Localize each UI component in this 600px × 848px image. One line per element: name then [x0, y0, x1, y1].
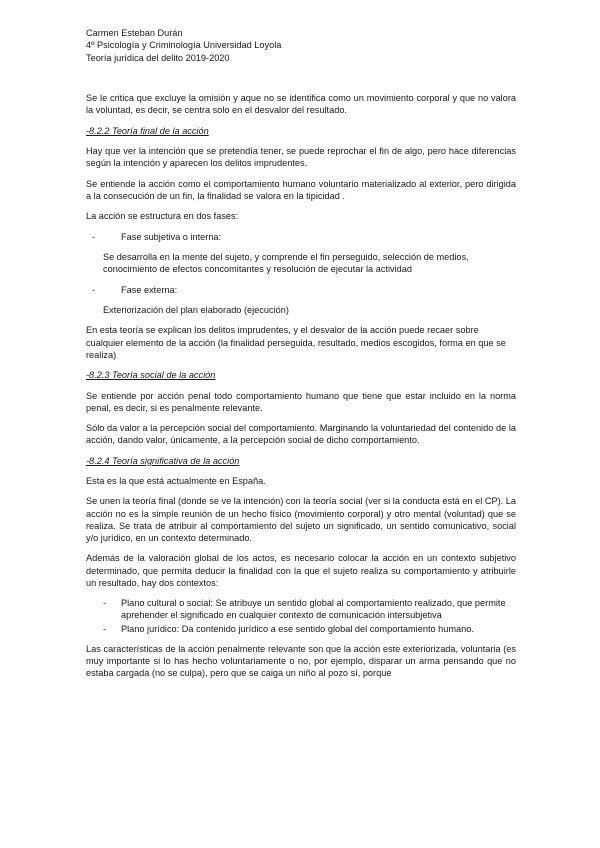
- paragraph: La acción se estructura en dos fases:: [86, 211, 239, 222]
- paragraph: Además de la valoración global de los actos, es necesario colocar la acción en un contexto subjetivo determinado, que permita deducir la finalidad con la que el sujeto realiza su comportamiento y atribuirle un resultado, hay dos contextos:: [86, 553, 516, 588]
- section-heading-8-2-2: -8.2.2 Teoría final de la acción: [86, 125, 209, 136]
- list-item-context-cultural: [86, 597, 516, 621]
- author-name: Carmen Esteban Durán: [86, 28, 183, 38]
- phase-1-text: Se desarrolla en la mente del sujeto, y comprende el fin perseguido, selección de medios, conocimiento de efectos concomitantes y resolución de ejecutar la actividad: [103, 251, 469, 275]
- list-item-context-juridico: [86, 623, 516, 635]
- paragraph: Sólo da valor a la percepción social del comportamiento. Marginando la voluntariedad del contenido de la acción, dando valor, únicamente, a la percepción social de dicho comportamiento.: [86, 423, 516, 446]
- section-heading-8-2-4: -8.2.4 Teoría significativa de la acción: [86, 455, 240, 466]
- paragraph: Se entiende la acción como el comportamiento humano voluntario materializado al exterior, pero dirigida a la consecución de un fin, la finalidad se valora en la tipicidad .: [86, 178, 516, 201]
- dash-bullet: -: [103, 598, 107, 609]
- paragraph: En esta teoría se explican los delitos imprudentes, y el desvalor de la acción puede recaer sobre cualquier elemento de la acción (la finalidad perseguida, resultado, medios escogidos, forma en que se realiza): [86, 325, 506, 360]
- course-name: 4º Psicología y Criminología Universidad Loyola: [86, 40, 282, 51]
- phase-1-title: Fase subjetiva o interna:: [121, 231, 222, 242]
- paragraph: Se entiende por acción penal todo comportamiento humano que tiene que estar incluido en la norma penal, es decir, si es penalmente relevante.: [86, 390, 516, 413]
- subject-name: Teoría jurídica del delito 2019-2020: [86, 52, 230, 63]
- paragraph: Las características de la acción penalmente relevante son que la acción este exteriorizada, voluntaria (es muy importante si lo has hecho voluntariamente o no, por ejemplo, disparar un arma pensando que no estaba cargada (no se culpa), pero que se caiga un niño al pozo sí, porque: [86, 644, 516, 679]
- context-juridico-text: Plano jurídico: Da contenido jurídico a ese sentido global del comportamiento humano.: [121, 623, 474, 634]
- document-body: [86, 92, 516, 688]
- context-list: [86, 597, 516, 635]
- paragraph: Hay que ver la intención que se pretendía tener, se puede reprochar el fin de algo, pero hace diferencias según la intención y aparecen los delitos imprudentes.: [86, 145, 516, 169]
- section-heading-8-2-3: -8.2.3 Teoría social de la acción: [86, 370, 216, 381]
- dash-bullet: -: [92, 284, 96, 295]
- dash-bullet: -: [92, 231, 96, 242]
- list-item-phase-2: [86, 284, 516, 296]
- paragraph: Esta es la que está actualmente en España.: [86, 476, 266, 487]
- phase-2-title: Fase externa:: [121, 284, 178, 295]
- phase-2-text: Exteriorización del plan elaborado (ejecución): [103, 304, 289, 315]
- list-item-phase-1: [86, 231, 516, 243]
- paragraph: Se le critica que excluye la omisión y aque no se identifica como un movimiento corporal y que no valora la voluntad, es decir, se centra solo en el desvalor del resultado.: [86, 93, 516, 116]
- context-cultural-text: Plano cultural o social: Se atribuye un sentido global al comportamiento realizado, que permite aprehender el significado en cualquier contexto de comunicación intersubjetiva: [121, 598, 506, 621]
- dash-bullet: -: [103, 623, 107, 634]
- paragraph: Se unen la teoría final (donde se ve la intención) con la teoría social (ver si la conducta está en el CP). La acción no es la simple reunión de un hecho físico (movimiento corporal) y otro mental (voluntad) que se realiza. Se trata de atribuir al comportamiento del sujeto un significado, un sentido comunicativo, social y/o jurídico, en un contexto determinado.: [86, 496, 516, 544]
- page-header: [86, 27, 526, 64]
